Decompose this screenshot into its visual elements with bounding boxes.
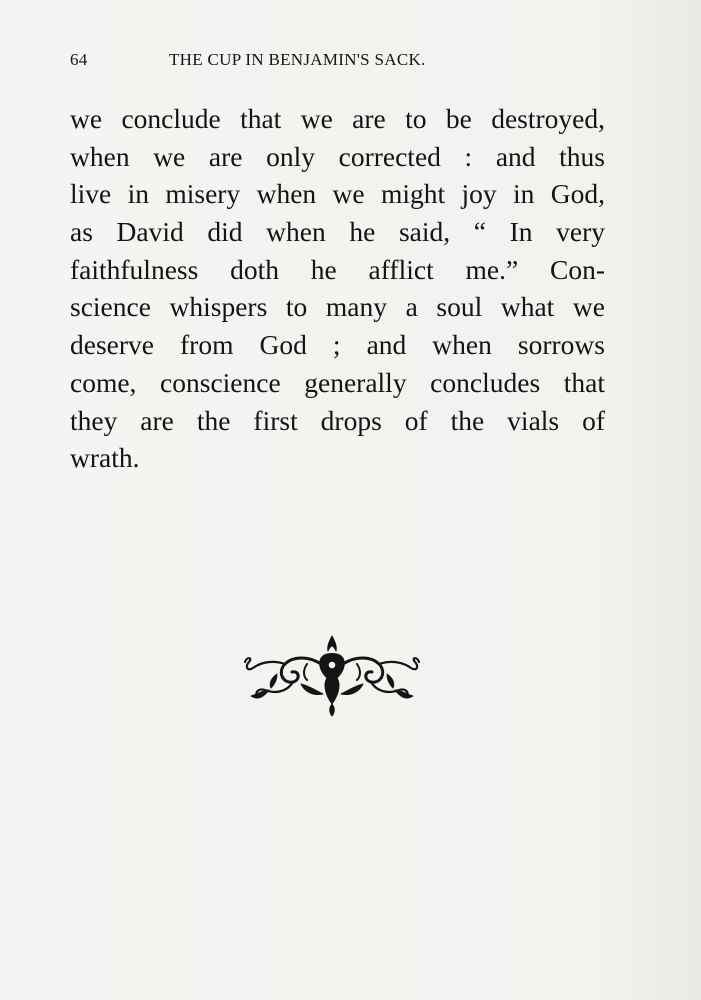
text-line: faithfulness doth he afflict me.” Con- <box>70 253 605 285</box>
text-line: deserve from God ; and when sorrows <box>70 329 605 361</box>
body-paragraph <box>70 100 605 477</box>
text-line: science whispers to many a soul what we <box>70 291 605 323</box>
text-line: wrath. <box>70 442 140 474</box>
text-line: when we are only corrected : and thus <box>70 140 605 172</box>
running-head <box>70 50 540 76</box>
fleuron-tailpiece-icon <box>241 634 423 718</box>
page-number: 64 <box>70 50 88 69</box>
text-line: they are the first drops of the vials of <box>70 404 605 436</box>
running-title: THE CUP IN BENJAMIN'S SACK. <box>169 50 426 69</box>
text-line: we conclude that we are to be destroyed, <box>70 103 605 134</box>
text-line: as David did when he said, “ In very <box>70 216 605 248</box>
text-line: live in misery when we might joy in God, <box>70 178 605 210</box>
text-line: come, conscience generally concludes that <box>70 366 605 398</box>
